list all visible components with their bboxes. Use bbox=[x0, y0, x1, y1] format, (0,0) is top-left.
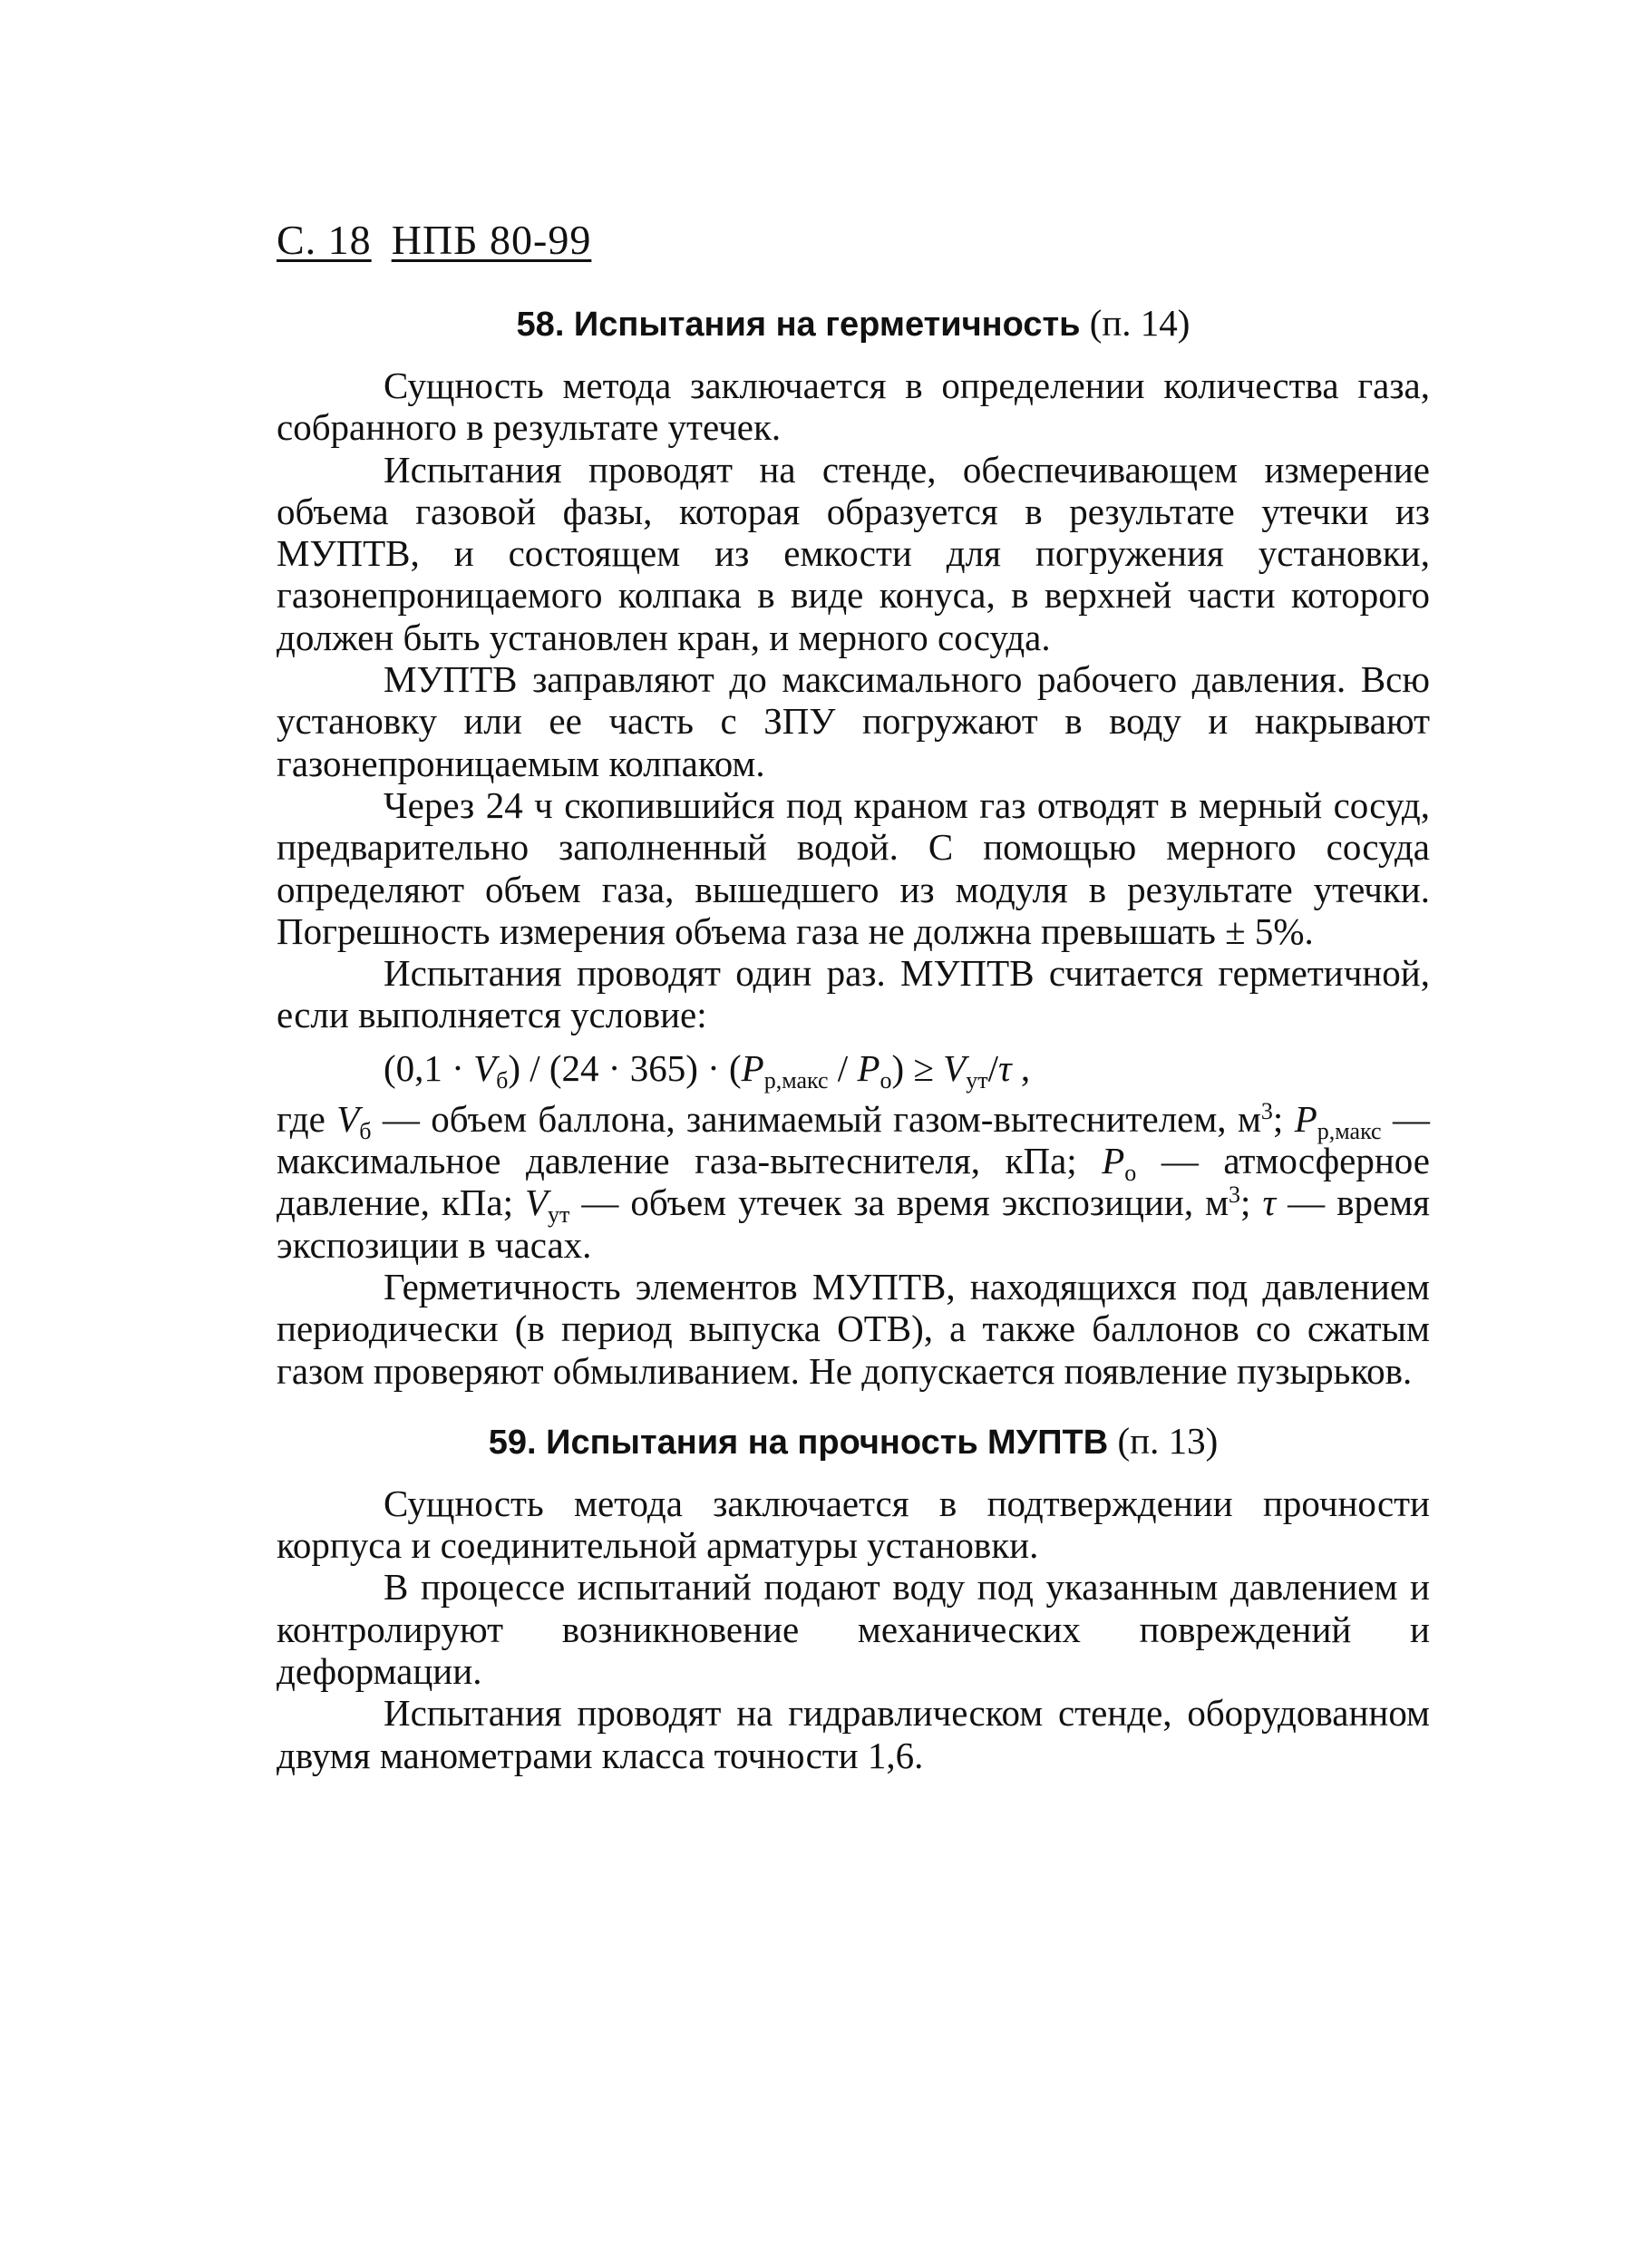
formula-text: / bbox=[987, 1046, 998, 1089]
page-number: С. 18 bbox=[277, 217, 372, 263]
formula-subscript: р,макс bbox=[763, 1066, 829, 1094]
formula-symbol: V bbox=[473, 1046, 497, 1089]
legend-subscript: р,макс bbox=[1317, 1117, 1382, 1144]
tightness-formula bbox=[384, 1042, 1430, 1094]
formula-text: , bbox=[1011, 1046, 1031, 1089]
legend-symbol: P bbox=[1294, 1097, 1317, 1140]
paragraph: Испытания проводят на стенде, обеспечивающем измерение объема газовой фазы, которая образуется в результате утечки из МУПТВ, и состоящем из емкости для погружения установки, газонепроницаемого колпака в виде конуса, в верхней части которого должен быть установлен кран, и мерного сосуда. bbox=[277, 448, 1430, 658]
section-58-heading bbox=[277, 297, 1430, 350]
paragraph: Испытания проводят один раз. МУПТВ считается герметичной, если выполняется условие: bbox=[277, 952, 1430, 1036]
legend-text: ; bbox=[1240, 1181, 1263, 1224]
formula-legend bbox=[277, 1098, 1430, 1266]
page-header bbox=[277, 216, 611, 265]
legend-symbol: τ bbox=[1262, 1181, 1277, 1224]
legend-text: — объем утечек за время экспозиции, м bbox=[569, 1181, 1229, 1224]
legend-text: — время экспозиции в часах. bbox=[277, 1181, 1430, 1266]
legend-superscript: 3 bbox=[1260, 1097, 1273, 1124]
document-page bbox=[277, 216, 1430, 1776]
paragraph: Герметичность элементов МУПТВ, находящихся под давлением периодически (в период выпуска ОТВ), а также баллонов со сжатым газом проверяют обмыливанием. Не допускается появление пузырьков. bbox=[277, 1265, 1430, 1392]
section-58-title: 58. Испытания на герметичность bbox=[516, 306, 1081, 344]
legend-subscript: ут bbox=[548, 1201, 570, 1229]
formula-text: ) ≥ bbox=[891, 1046, 944, 1089]
paragraph: В процессе испытаний подают воду под указанным давлением и контролируют возникновение механических повреждений и деформации. bbox=[277, 1566, 1430, 1693]
formula-text: (0,1 · bbox=[384, 1046, 474, 1089]
formula-subscript: б bbox=[496, 1066, 509, 1094]
legend-subscript: о bbox=[1124, 1160, 1137, 1187]
legend-symbol: P bbox=[1102, 1140, 1125, 1182]
paragraph: Испытания проводят на гидравлическом стенде, оборудованном двумя манометрами класса точности 1,6. bbox=[277, 1692, 1430, 1776]
paragraph: Сущность метода заключается в определении количества газа, собранного в результате утечек. bbox=[277, 365, 1430, 449]
document-code: НПБ 80-99 bbox=[391, 217, 592, 263]
section-59-title: 59. Испытания на прочность bbox=[488, 1423, 978, 1462]
legend-text: где bbox=[277, 1097, 337, 1140]
section-59-ref: (п. 13) bbox=[1117, 1419, 1219, 1462]
legend-symbol: V bbox=[525, 1181, 549, 1224]
formula-symbol: τ bbox=[997, 1046, 1012, 1089]
paragraph: Через 24 ч скопившийся под краном газ отводят в мерный сосуд, предварительно заполненный водой. С помощью мерного сосуда определяют объем газа, вышедшего из модуля в результате утечки. Погрешность измерения объема газа не должна превышать ± 5%. bbox=[277, 783, 1430, 952]
formula-text: ) / (24 · 365) · ( bbox=[508, 1046, 742, 1089]
legend-text: — максимальное давление газа-вытеснителя, кПа; bbox=[277, 1097, 1430, 1182]
formula-subscript: ут bbox=[966, 1066, 988, 1094]
formula-symbol: V bbox=[943, 1046, 967, 1089]
legend-superscript: 3 bbox=[1229, 1181, 1241, 1209]
legend-text: ; bbox=[1272, 1097, 1295, 1140]
section-59-title-tail: МУПТВ bbox=[986, 1423, 1109, 1462]
legend-text: — атмосферное давление, кПа; bbox=[277, 1140, 1430, 1224]
paragraph: Сущность метода заключается в подтверждении прочности корпуса и соединительной арматуры установки. bbox=[277, 1482, 1430, 1567]
section-59-heading bbox=[277, 1415, 1430, 1468]
legend-subscript: б bbox=[359, 1117, 372, 1144]
legend-text: — объем баллона, занимаемый газом-вытеснителем, м bbox=[371, 1097, 1261, 1140]
paragraph: МУПТВ заправляют до максимального рабочего давления. Всю установку или ее часть с ЗПУ погружают в воду и накрывают газонепроницаемым колпаком. bbox=[277, 658, 1430, 784]
formula-text: / bbox=[828, 1046, 858, 1089]
formula-symbol: P bbox=[741, 1046, 764, 1089]
legend-symbol: V bbox=[336, 1097, 360, 1140]
formula-subscript: о bbox=[879, 1066, 892, 1094]
section-58-ref: (п. 14) bbox=[1089, 302, 1190, 344]
formula-symbol: P bbox=[857, 1046, 880, 1089]
